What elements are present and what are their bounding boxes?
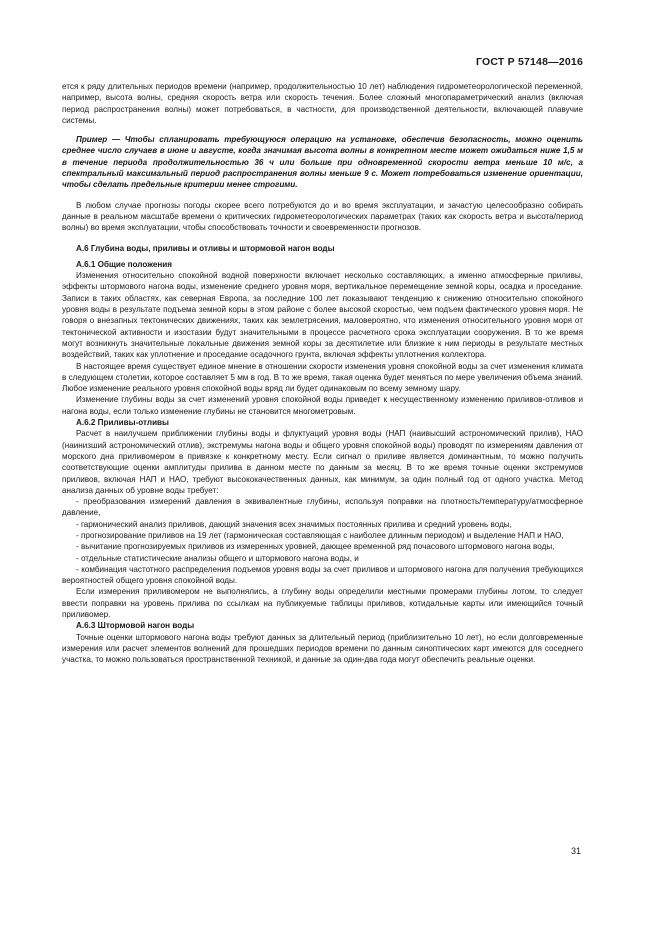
list-item: - прогнозирование приливов на 19 лет (гармоническая составляющая с наиболее длинным периодом) и выделение НАП и НАО, [76,530,564,540]
paragraph-tide-calculation: Расчет в наилучшем приближении глубины воды и флуктуаций уровня воды (НАП (наивысший астрономический прилив), НАО (наинизший астрономический отлив), экстремумы нагона воды и общего уровня спокойной воды) проводят по измерениям давления от морского дна приливомером в привязке к конкретному месту. Если сигнал о приливе является доминантным, то можно получить соответствующие оценки амплитуды прилива в данном месте по данным за месяц. В то же время точные оценки экстремумов приливов, включая НАП и НАО, требуют высококачественных данных, как минимум, за один полный год от одного участка. Метод анализа данных об уровне воды требует: [62,429,583,495]
paragraph-climate-rate: В настоящее время существует единое мнение в отношении скорости изменения уровня спокойной воды за счет изменения климата в следующем столетии, которое составляет 5 мм в год. В то же время, такая оценка будет меняться по мере увеличения объема знаний. Любое изменение реального уровня спокойной воды вряд ли будет одинаковым по всему земному шару. [62,361,583,394]
example-paragraph: Пример — Чтобы спланировать требующуюся операцию на установке, обеспечив безопасность, можно оценить среднее число случаев в июне и августе, когда значимая высота волны в конкретном месте может ожидаться ниже 1,5 м в течение периода продолжительностью 36 ч или больше при одновременной скорости ветра меньше 10 м/с, а спектральный максимальный период распространения волны меньше 9 с. Может потребоваться изменение ориентации, чтобы сделать предельные критерии менее строгими. [62,135,583,190]
paragraph-lead-sounding: Если измерения приливомером не выполнялись, а глубину воды определили местными промерами глубины лотом, то следует ввести поправки на уровень прилива по ссылкам на публикуемые таблицы приливов, котидальные карты или имеющийся точный приливомер. [62,587,583,620]
paragraph-continuation: ется к ряду длительных периодов времени (например, продолжительностью 10 лет) наблюдения гидрометеорологической переменной, например, высота волны, средняя скорость ветра или скорость течения. Более сложный многопараметрический анализ (включая период распространения волны) может потребоваться, в частности, для производственной деятельности, включающей плавучие системы. [62,82,583,125]
list-item: - вычитание прогнозируемых приливов из измеренных уровней, дающее временной ряд почасового штормового нагона воды, [76,542,555,552]
list-item: - комбинация частотного распределения подъемов уровня воды за счет приливов и штормового нагона для получения требующихся вероятностей общего уровня спокойной воды. [62,564,583,586]
page-number: 31 [570,846,581,856]
paragraph-still-water-changes: Изменения относительно спокойной водной поверхности включает несколько составляющих, а именно атмосферные приливы, эффекты штормового нагона воды, изменение среднего уровня моря, вертикальное перемещение земной коры, осадка и проседание. Записи в таких областях, как северная Европа, за последние 100 лет показывают тенденцию к снижению относительно спокойного уровня воды в результате подъема земной коры в этом районе с более высокой скоростью, чем подъем фактического уровня моря. Не говоря о внезапных тектонических движениях, таких как землетрясения, маловероятно, что изменения относительного уровня моря от тектонической активности и изостазии будут значительными в процессе расчетного срока эксплуатации сооружения. В то же время могут возникнуть значительные локальные движения земной коры за десятилетие или близкие к ним периоды в результате местных воздействий, таких как уплотнение и проседание осадочного грунта, включая эффекты уплотнения коллектора. [62,271,583,360]
list-item: - отдельные статистические анализы общего и штормового нагона воды, и [76,553,359,563]
document-code-header: ГОСТ Р 57148—2016 [475,56,583,68]
paragraph-forecasts: В любом случае прогнозы погоды скорее всего потребуются до и во время эксплуатации, и зачастую целесообразно собирать данные в реальном масштабе времени о критических гидрометеорологических параметрах (таких как скорость ветра и высота/период волны) во время эксплуатации, чтобы способствовать точности и своевременности прогнозов. [62,200,583,233]
list-item: - гармонический анализ приливов, дающий значения всех значимых постоянных прилива и средний уровень воды, [76,519,512,529]
list-item: - преобразования измерений давления в эквивалентные глубины, используя поправки на плотность/температуру/атмосферное давление, [62,497,583,518]
section-heading-a6: А.6 Глубина воды, приливы и отливы и штормовой нагон воды [76,243,335,253]
paragraph-depth-change: Изменение глубины воды за счет изменений уровня спокойной воды приведет к несущественному изменению приливов-отливов и нагона воды, если только изменение глубины не становится многометровым. [62,395,583,416]
document-body [62,81,583,666]
subsection-heading-a61: А.6.1 Общие положения [76,259,173,269]
subsection-heading-a62: А.6.2 Приливы-отливы [76,418,169,428]
subsection-heading-a63: А.6.3 Штормовой нагон воды [76,621,195,631]
paragraph-storm-surge: Точные оценки штормового нагона воды требуют данных за длительный период (приблизительно 10 лет), но если долговременные измерения или расчет элементов волнений для прошедших периодов времени по данным синоптических карт имеются для соседнего участка, то можно пользоваться пространственной техникой, и данные за один-два года могут обеспечить реальные оценки. [62,632,583,665]
